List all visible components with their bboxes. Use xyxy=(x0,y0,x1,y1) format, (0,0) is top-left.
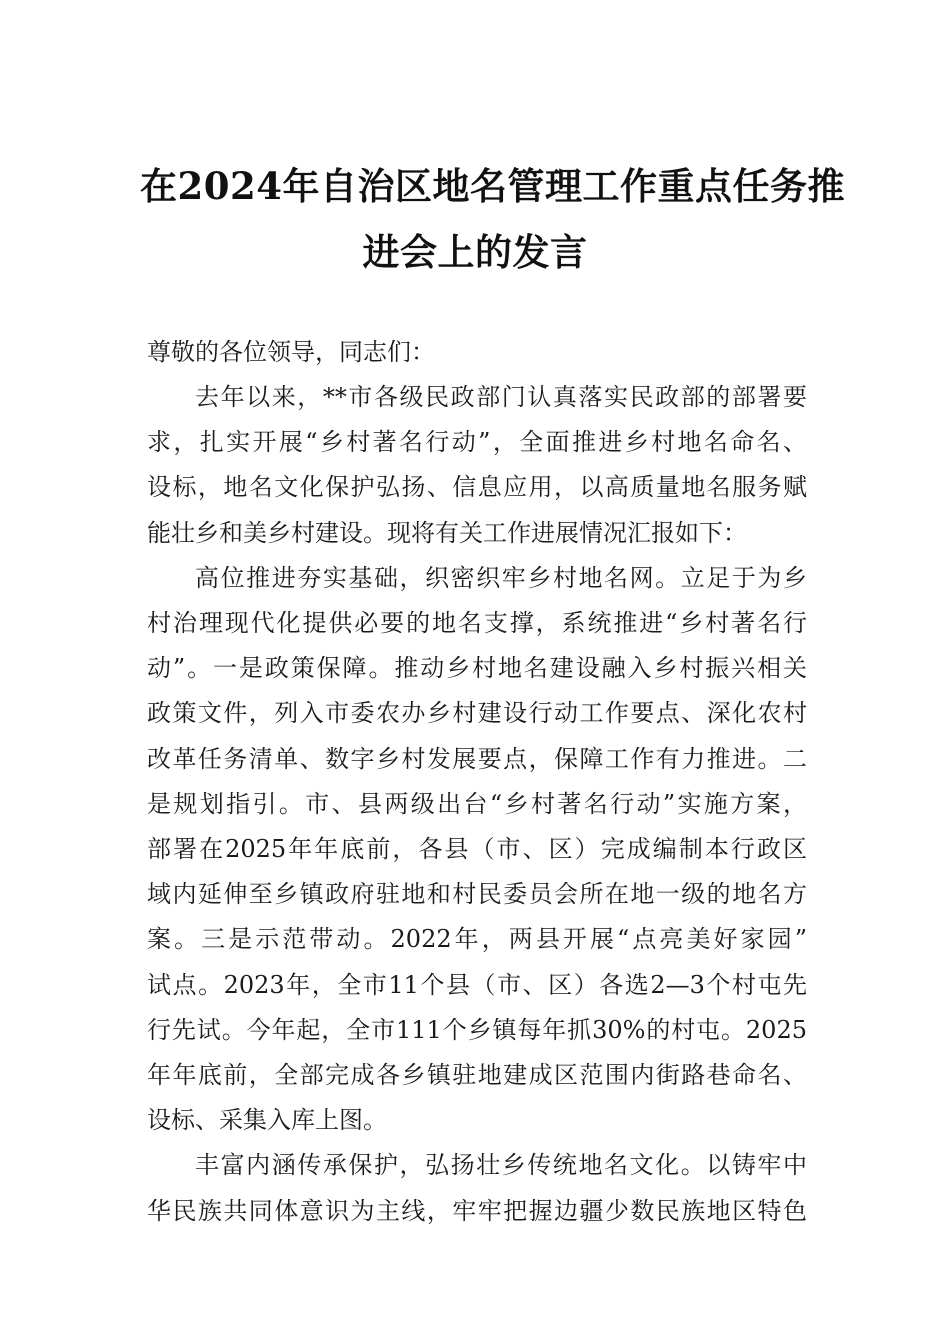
document-title-line-2: 进会上的发言 xyxy=(362,230,588,274)
body-line: 能壮乡和美乡村建设。现将有关工作进展情况汇报如下： xyxy=(147,519,747,547)
body-line: 年年底前，全部完成各乡镇驻地建成区范围内街路巷命名、 xyxy=(147,1061,807,1089)
body-line: 设标，地名文化保护弘扬、信息应用，以高质量地名服务赋 xyxy=(147,473,807,501)
body-line: 求，扎实开展“乡村著名行动”，全面推进乡村地名命名、 xyxy=(147,428,807,456)
body-line: 动”。一是政策保障。推动乡村地名建设融入乡村振兴相关 xyxy=(147,654,807,682)
salutation: 尊敬的各位领导，同志们： xyxy=(147,338,435,366)
body-line: 行先试。今年起，全市111个乡镇每年抓30%的村屯。2025 xyxy=(147,1016,807,1044)
document-title-line-1: 在2024年自治区地名管理工作重点任务推 xyxy=(140,164,845,208)
body-line: 丰富内涵传承保护，弘扬壮乡传统地名文化。以铸牢中 xyxy=(195,1151,807,1179)
body-line: 改革任务清单、数字乡村发展要点，保障工作有力推进。二 xyxy=(147,745,807,773)
body-line: 去年以来，**市各级民政部门认真落实民政部的部署要 xyxy=(195,383,807,411)
body-line: 政策文件，列入市委农办乡村建设行动工作要点、深化农村 xyxy=(147,699,807,727)
body-line: 案。三是示范带动。2022年，两县开展“点亮美好家园” xyxy=(147,925,807,953)
body-line: 华民族共同体意识为主线，牢牢把握边疆少数民族地区特色 xyxy=(147,1197,807,1225)
body-line: 高位推进夯实基础，织密织牢乡村地名网。立足于为乡 xyxy=(195,564,807,592)
body-line: 试点。2023年，全市11个县（市、区）各选2—3个村屯先 xyxy=(147,971,807,999)
body-line: 域内延伸至乡镇政府驻地和村民委员会所在地一级的地名方 xyxy=(147,880,807,908)
body-line: 部署在2025年年底前，各县（市、区）完成编制本行政区 xyxy=(147,835,807,863)
body-line: 设标、采集入库上图。 xyxy=(147,1106,387,1134)
body-line: 是规划指引。市、县两级出台“乡村著名行动”实施方案， xyxy=(147,790,807,818)
body-line: 村治理现代化提供必要的地名支撑，系统推进“乡村著名行 xyxy=(147,609,807,637)
